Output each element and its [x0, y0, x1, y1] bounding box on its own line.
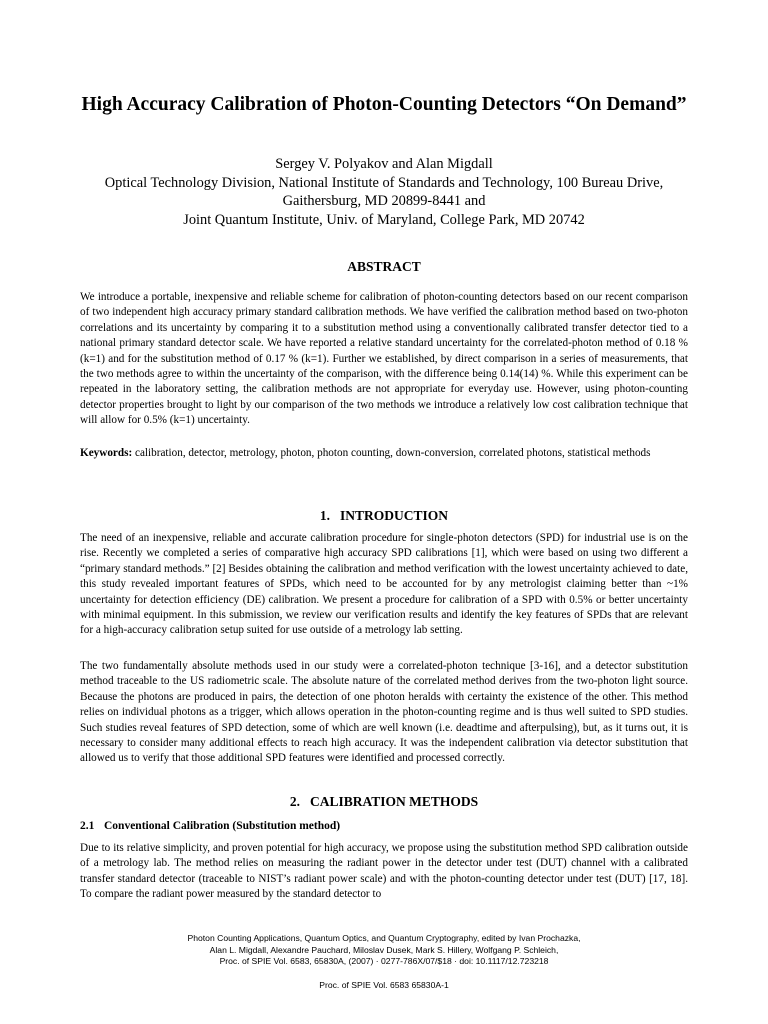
section-title: CALIBRATION METHODS: [309, 794, 479, 809]
keywords-label: Keywords:: [80, 447, 133, 459]
affiliation-line: Gaithersburg, MD 20899-8441 and: [282, 193, 486, 209]
author-block: [60, 155, 708, 229]
footer-line: Proc. of SPIE Vol. 6583, 65830A, (2007) · 0277-786X/07/$18 · doi: 10.1117/12.723218: [219, 956, 549, 966]
abstract-heading: ABSTRACT: [347, 259, 421, 274]
section-number: 2.: [289, 794, 300, 809]
footer-line: Alan L. Migdall, Alexandre Pauchard, Miloslav Dusek, Mark S. Hillery, Wolfgang P. Schleich,: [209, 944, 559, 955]
section-heading-calibration-methods: [80, 794, 688, 810]
intro-paragraph: The two fundamentally absolute methods used in our study were a correlated-photon technique [3-16], and a detector substitution method traceable to the US radiometric scale. The absolute nature of the correlated method derives from the two-photon light source. Because the photons are produced in pairs, the detection of one photon heralds with certainty the existence of the other. This method relies on individual photons as a trigger, which allows operation in the photon-counting regime and is thus well suited to SPD studies. Such studies reveal features of SPD detection, some of which are well known (i.e. deadtime and afterpulsing), but, as it turns out, it is necessary to consider many additional effects to reach high accuracy. It was the independent calibration via detector substitution that allowed us to verify that those additional SPD features were identified and processed correctly.: [80, 660, 688, 765]
subsection-title: Conventional Calibration (Substitution method): [104, 820, 341, 832]
publication-footer: [80, 933, 688, 968]
page-number: Proc. of SPIE Vol. 6583 65830A-1: [319, 980, 449, 990]
intro-paragraph: The need of an inexpensive, reliable and accurate calibration procedure for single-photon detectors (SPD) for industrial use is on the rise. Recently we completed a series of comparative high accuracy SPD calibrations [1], which were based on using two different a “primary standard methods.” [2] Besides obtaining the calibration and method verification with the lowest uncertainty achieved to date, this study revealed important features of SPDs, which need to be accounted for by any metrologist claiming better than ~1% uncertainty for detection efficiency (DE) calibration. We present a procedure for calibration of a SPD with 0.5% or better uncertainty with minimal equipment. In this submission, we review our verification results and identify the key features of SPDs that are relevant for a high-accuracy calibration setup suited for use outside of a metrology lab setting.: [80, 532, 688, 637]
keywords: [80, 446, 688, 461]
subsection-number: 2.1: [80, 820, 95, 832]
section-number: 1.: [319, 508, 331, 523]
footer-line: Photon Counting Applications, Quantum Optics, and Quantum Cryptography, edited by Ivan Prochazka,: [187, 933, 581, 943]
author-names: Sergey V. Polyakov and Alan Migdall: [275, 156, 493, 172]
keywords-list: calibration, detector, metrology, photon, photon counting, down-conversion, correlated photons, statistical methods: [135, 447, 651, 459]
affiliation-line: Joint Quantum Institute, Univ. of Maryland, College Park, MD 20742: [183, 211, 585, 228]
subsection-heading: [80, 820, 340, 832]
abstract-text: We introduce a portable, inexpensive and reliable scheme for calibration of photon-counting detectors based on our recent comparison of two independent high accuracy primary standard calibration methods. We have verified the calibration method based on two-photon correlations and its uncertainty by comparing it to a substitution method using a conventionally calibrated transfer detector tied to a national primary standard detector scale. We have reported a relative standard uncertainty for the correlated-photon method of 0.18 % (k=1) and for the substitution method of 0.17 % (k=1). Further we established, by direct comparison in a series of measurements, that the two methods agree to within the uncertainty of the comparison, with the difference being 0.14(14) %. While this experiment can be repeated in the laboratory setting, the calibration methods are not appropriate for everyday use. However, using photon-counting detector properties brought to light by our comparison of the two methods we introduce a relatively low cost calibration technique that will allow for 0.5% (k=1) uncertainty.: [80, 291, 688, 427]
affiliation-line: Optical Technology Division, National Institute of Standards and Technology, 100 Bureau Drive,: [104, 174, 664, 191]
section-heading-introduction: [80, 508, 688, 524]
section-title: INTRODUCTION: [340, 508, 449, 523]
subsection-paragraph: Due to its relative simplicity, and proven potential for high accuracy, we propose using the substitution method SPD calibration outside of a metrology lab. The method relies on measuring the radiant power in the detector under test (DUT) channel with a calibrated transfer standard detector (traceable to NIST’s radiant power scale) and with the photon-counting detector under test (DUT) [17, 18]. To compare the radiant power measured by the standard detector to: [80, 842, 688, 901]
paper-title: High Accuracy Calibration of Photon-Counting Detectors “On Demand”: [81, 94, 687, 115]
